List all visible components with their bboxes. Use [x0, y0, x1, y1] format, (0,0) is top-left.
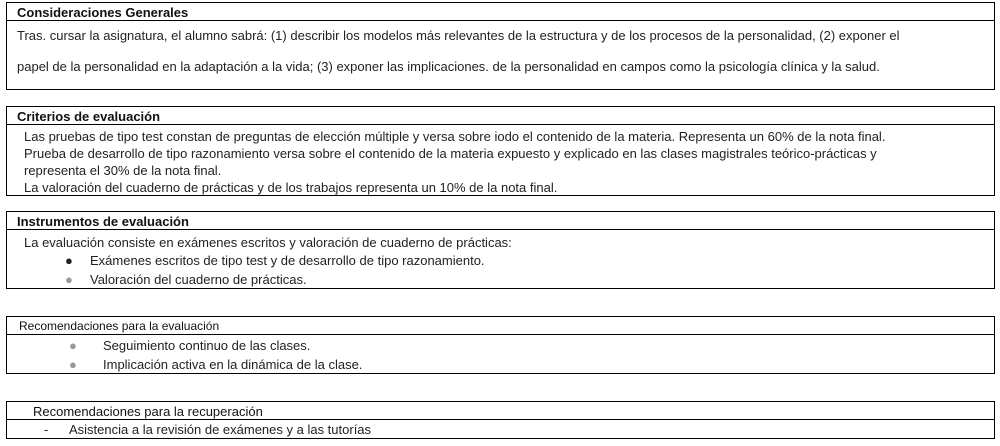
list-item	[24, 251, 994, 270]
list-item-text: Seguimiento continuo de las clases.	[103, 338, 311, 353]
list-item	[7, 421, 994, 438]
bullet-icon: ●	[65, 272, 73, 287]
paragraph-line: La evaluación consiste en exámenes escritos y valoración de cuaderno de prácticas:	[24, 235, 512, 250]
section-body	[7, 420, 994, 438]
paragraph-line: representa el 30% de la nota final.	[24, 163, 222, 178]
section-recomendaciones-recuperacion	[6, 401, 995, 439]
paragraph-line: La valoración del cuaderno de prácticas y de los trabajos representa un 10% de la nota final.	[24, 180, 558, 195]
section-title: Criterios de evaluación	[7, 107, 994, 125]
paragraph-line: Tras. cursar la asignatura, el alumno sabrá: (1) describir los modelos más relevantes de la estructura y de los procesos de la personalidad, (2) exponer el	[17, 28, 900, 43]
paragraph-line: Prueba de desarrollo de tipo razonamiento versa sobre el contenido de la materia expuesto y explicado en las clases magistrales teórico-prácticas y	[24, 146, 877, 161]
list-item-text: Implicación activa en la dinámica de la clase.	[103, 357, 363, 372]
section-body	[7, 21, 994, 76]
section-body	[7, 335, 994, 374]
bullet-icon: ●	[69, 357, 77, 372]
section-title: Recomendaciones para la recuperación	[7, 402, 994, 420]
section-recomendaciones-evaluacion	[6, 316, 995, 374]
paragraph-line: Las pruebas de tipo test constan de preguntas de elección múltiple y versa sobre iodo el contenido de la materia. Representa un 60% de la nota final.	[24, 129, 886, 144]
list-item-text: Asistencia a la revisión de exámenes y a las tutorías	[69, 422, 372, 437]
section-body	[7, 230, 994, 289]
section-title: Recomendaciones para la evaluación	[7, 317, 994, 335]
section-body	[7, 125, 994, 196]
list-item-text: Valoración del cuaderno de prácticas.	[90, 272, 307, 287]
paragraph-line: papel de la personalidad en la adaptación a la vida; (3) exponer las implicaciones. de la personalidad en campos como la psicología clínica y la salud.	[17, 59, 880, 74]
section-consideraciones-generales	[6, 2, 995, 90]
list-item	[7, 355, 994, 374]
section-instrumentos-evaluacion	[6, 211, 995, 289]
list-item-text: Exámenes escritos de tipo test y de desarrollo de tipo razonamiento.	[90, 253, 485, 268]
list-item	[24, 270, 994, 289]
list-item	[7, 336, 994, 355]
bullet-icon: ●	[69, 338, 77, 353]
dash-icon: -	[44, 422, 49, 437]
bullet-icon: ●	[65, 253, 73, 268]
section-title: Instrumentos de evaluación	[7, 212, 994, 230]
section-title: Consideraciones Generales	[7, 3, 994, 21]
section-criterios-evaluacion	[6, 106, 995, 196]
